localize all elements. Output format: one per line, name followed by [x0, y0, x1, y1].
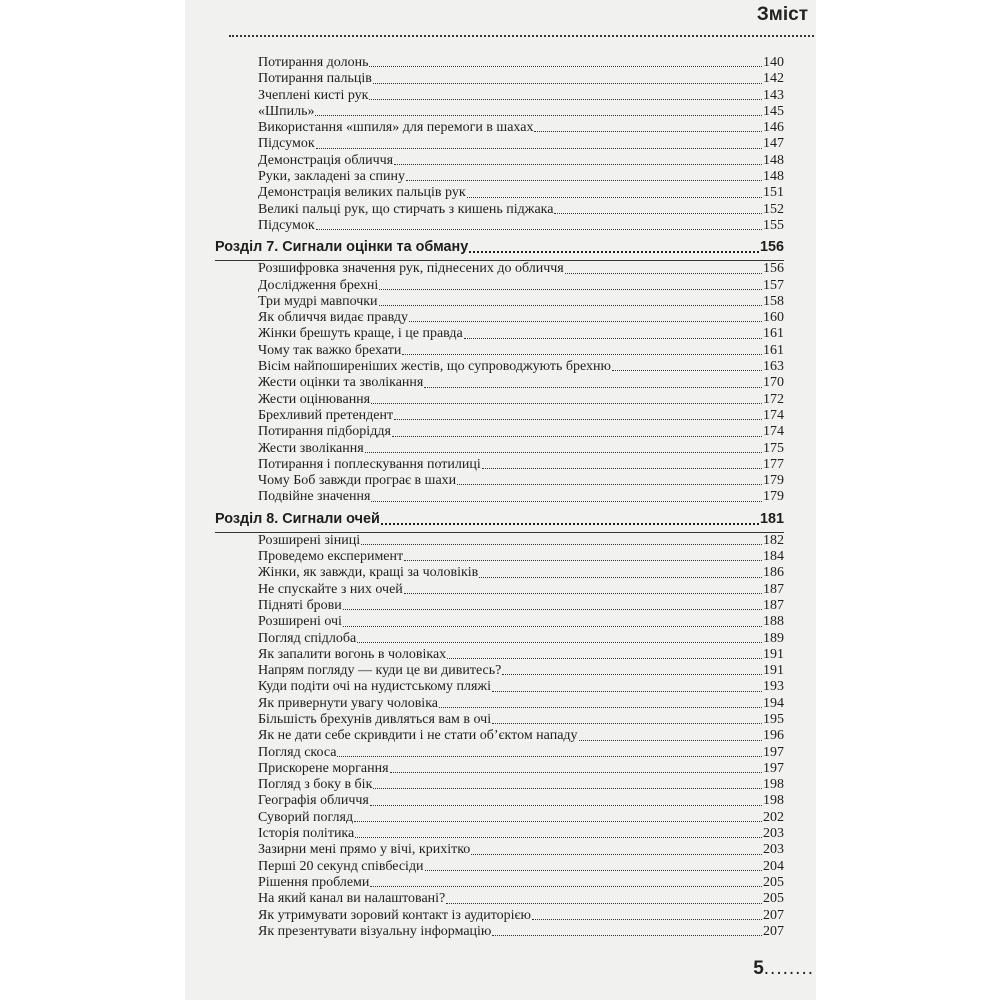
footer-leader: ........	[763, 958, 814, 979]
toc-dot-leader	[371, 403, 762, 404]
toc-dot-leader	[446, 903, 762, 904]
toc-page-number: 170	[763, 375, 784, 391]
toc-entry	[215, 359, 784, 375]
toc-entry-title: Перші 20 секунд співбесіди	[258, 858, 424, 874]
toc-entry-title: Розширені зіниці	[258, 532, 361, 548]
toc-page-number: 181	[759, 510, 784, 527]
toc-page-number: 148	[763, 169, 784, 185]
toc-entry-title: Подвійне значення	[258, 489, 371, 505]
toc-dot-leader	[390, 772, 762, 773]
toc-dot-leader	[379, 289, 762, 290]
toc-entry-title: Демонстрація великих пальців рук	[258, 185, 466, 201]
toc-entry	[215, 104, 784, 120]
toc-entry	[215, 326, 784, 342]
toc-dot-leader	[424, 387, 762, 388]
toc-entry	[215, 202, 784, 218]
toc-dot-leader	[579, 740, 762, 741]
toc-entry	[215, 343, 784, 359]
toc-entry	[215, 924, 784, 940]
toc-page-number: 172	[763, 391, 784, 407]
toc-page-number: 182	[763, 532, 784, 548]
toc-dot-leader	[316, 148, 762, 149]
toc-entry-title: Рішення проблеми	[258, 874, 370, 890]
toc-dot-leader	[469, 251, 759, 253]
toc-page-number: 152	[763, 201, 784, 217]
toc-page-number: 177	[763, 456, 784, 472]
toc-page-number: 156	[759, 239, 784, 256]
toc-entry	[215, 859, 784, 875]
toc-entry	[215, 663, 784, 679]
toc-entry-title: Як запалити вогонь в чоловіках	[258, 646, 447, 662]
toc-dot-leader	[394, 419, 762, 420]
toc-dot-leader	[425, 870, 762, 871]
toc-page-number: 148	[763, 152, 784, 168]
toc-dot-leader	[439, 707, 762, 708]
toc-dot-leader	[404, 593, 762, 594]
toc-page-number: 151	[763, 185, 784, 201]
toc-page-number: 188	[763, 614, 784, 630]
toc-entry-title: Історія політика	[258, 826, 355, 842]
toc-dot-leader	[532, 919, 762, 920]
toc-dot-leader	[370, 805, 762, 806]
toc-dot-leader	[369, 99, 762, 100]
toc-entry	[215, 71, 784, 87]
toc-entry-title: Підняті брови	[258, 597, 342, 613]
toc-entry	[215, 842, 784, 858]
page-number: 5	[753, 958, 764, 979]
toc-entry	[215, 696, 784, 712]
toc-entry-title: Напрям погляду — куди це ви дивитесь?	[258, 663, 502, 679]
toc-page-number: 160	[763, 310, 784, 326]
toc-entry	[215, 728, 784, 744]
toc-entry	[215, 761, 784, 777]
toc-entry-title: Чому так важко брехати	[258, 342, 402, 358]
toc-dot-leader	[369, 66, 762, 67]
toc-dot-leader	[337, 756, 762, 757]
toc-entry	[215, 533, 784, 549]
toc-entry	[215, 631, 784, 647]
toc-dot-leader	[354, 821, 762, 822]
toc-entry-title: Розшифровка значення рук, піднесених до обличчя	[258, 261, 564, 277]
toc-entry	[215, 408, 784, 424]
toc-dot-leader	[492, 935, 762, 936]
toc-dot-leader	[392, 436, 762, 437]
table-of-contents	[215, 55, 784, 940]
toc-page-number: 147	[763, 136, 784, 152]
toc-page-number: 161	[763, 326, 784, 342]
toc-dot-leader	[502, 674, 762, 675]
toc-dot-leader	[471, 854, 762, 855]
toc-entry-title: Чому Боб завжди програє в шахи	[258, 473, 457, 489]
toc-page-number: 174	[763, 424, 784, 440]
toc-dot-leader	[402, 354, 762, 355]
toc-chapter-entry	[215, 235, 784, 261]
toc-entry-title: Погляд з боку в бік	[258, 777, 373, 793]
toc-entry	[215, 891, 784, 907]
toc-entry-title: Підсумок	[258, 217, 315, 233]
toc-entry-title: Жести оцінки та зволікання	[258, 375, 424, 391]
toc-page-number: 196	[763, 728, 784, 744]
toc-dot-leader	[457, 484, 762, 485]
toc-dot-leader	[404, 560, 762, 561]
toc-page-number: 195	[763, 711, 784, 727]
toc-entry	[215, 598, 784, 614]
toc-entry	[215, 55, 784, 71]
toc-page-number: 187	[763, 581, 784, 597]
toc-entry-title: Дослідження брехні	[258, 277, 379, 293]
section-title: Зміст	[756, 4, 808, 25]
toc-entry-title: Підсумок	[258, 136, 315, 152]
toc-entry-title: Більшість брехунів дивляться вам в очі	[258, 711, 492, 727]
toc-entry-title: Потирання підборіддя	[258, 424, 391, 440]
toc-dot-leader	[565, 273, 762, 274]
toc-dot-leader	[315, 115, 762, 116]
toc-page-number: 187	[763, 597, 784, 613]
toc-entry	[215, 310, 784, 326]
toc-entry	[215, 793, 784, 809]
toc-entry-title: Проведемо експеримент	[258, 549, 404, 565]
toc-entry-title: Як не дати себе скривдити і не стати об’єктом нападу	[258, 728, 578, 744]
toc-dot-leader	[361, 544, 762, 545]
toc-page-number: 156	[763, 261, 784, 277]
toc-entry	[215, 120, 784, 136]
toc-entry-title: Потирання долонь	[258, 55, 369, 70]
toc-entry	[215, 875, 784, 891]
toc-entry-title: Жести оцінювання	[258, 391, 371, 407]
toc-entry-title: Розділ 8. Сигнали очей	[215, 510, 380, 527]
toc-entry	[215, 614, 784, 630]
toc-entry-title: Погляд спідлоба	[258, 630, 357, 646]
toc-entry-title: Розділ 7. Сигнали оцінки та обману	[215, 239, 469, 256]
toc-entry-title: Як обличчя видає правду	[258, 310, 408, 326]
toc-entry-title: Три мудрі мавпочки	[258, 293, 378, 309]
toc-page-number: 207	[763, 923, 784, 939]
toc-page-number: 207	[763, 907, 784, 923]
toc-page-number: 205	[763, 891, 784, 907]
toc-entry	[215, 826, 784, 842]
toc-entry	[215, 679, 784, 695]
toc-dot-leader	[409, 321, 762, 322]
page-footer	[753, 958, 814, 980]
toc-entry-title: Зазирни мені прямо у вічі, крихітко	[258, 842, 471, 858]
toc-entry-title: Географія обличчя	[258, 793, 369, 809]
toc-page-number: 197	[763, 744, 784, 760]
toc-entry-title: Як презентувати візуальну інформацію	[258, 923, 492, 939]
toc-dot-leader	[370, 886, 762, 887]
toc-entry	[215, 745, 784, 761]
toc-dot-leader	[373, 83, 762, 84]
toc-dot-leader	[464, 338, 762, 339]
toc-entry-title: Жінки брешуть краще, і це правда	[258, 326, 463, 342]
toc-dot-leader	[381, 523, 759, 525]
toc-entry	[215, 424, 784, 440]
toc-entry	[215, 565, 784, 581]
toc-entry-title: Використання «шпиля» для перемоги в шахах	[258, 120, 534, 136]
toc-entry	[215, 647, 784, 663]
toc-dot-leader	[447, 658, 762, 659]
toc-dot-leader	[482, 468, 762, 469]
toc-page-number: 205	[763, 874, 784, 890]
toc-page-number: 146	[763, 120, 784, 136]
toc-entry-title: Не спускайте з них очей	[258, 581, 403, 597]
toc-page-number: 193	[763, 679, 784, 695]
toc-page-number: 155	[763, 217, 784, 233]
toc-entry-title: Прискорене моргання	[258, 760, 389, 776]
toc-entry-title: Жести зволікання	[258, 440, 364, 456]
toc-page-number: 197	[763, 760, 784, 776]
toc-dot-leader	[394, 164, 762, 165]
toc-entry-title: Брехливий претендент	[258, 407, 394, 423]
toc-page-number: 202	[763, 809, 784, 825]
toc-entry-title: На який канал ви налаштовані?	[258, 891, 446, 907]
toc-entry-title: Як утримувати зоровий контакт із аудиторією	[258, 907, 531, 923]
toc-entry	[215, 549, 784, 565]
toc-dot-leader	[316, 229, 762, 230]
toc-dot-leader	[406, 180, 762, 181]
toc-entry	[215, 457, 784, 473]
toc-entry	[215, 375, 784, 391]
toc-page-number: 143	[763, 87, 784, 103]
toc-entry-title: «Шпиль»	[258, 103, 315, 119]
toc-entry	[215, 777, 784, 793]
toc-entry	[215, 169, 784, 185]
toc-entry	[215, 218, 784, 234]
toc-dot-leader	[467, 197, 762, 198]
toc-entry	[215, 136, 784, 152]
toc-page-number: 179	[763, 473, 784, 489]
toc-dot-leader	[479, 577, 762, 578]
toc-page-number: 142	[763, 71, 784, 87]
toc-dot-leader	[343, 626, 762, 627]
toc-dot-leader	[357, 642, 762, 643]
toc-page-number: 186	[763, 565, 784, 581]
toc-entry	[215, 582, 784, 598]
toc-entry-title: Погляд скоса	[258, 744, 337, 760]
toc-page-number: 203	[763, 842, 784, 858]
toc-dot-leader	[343, 609, 762, 610]
toc-entry	[215, 392, 784, 408]
toc-entry-title: Руки, закладені за спину	[258, 169, 405, 185]
toc-entry	[215, 185, 784, 201]
toc-entry-title: Вісім найпоширеніших жестів, що супроводжують брехню	[258, 359, 611, 375]
toc-entry-title: Суворий погляд	[258, 809, 354, 825]
toc-page-number: 191	[763, 663, 784, 679]
toc-entry	[215, 278, 784, 294]
toc-page-number: 174	[763, 407, 784, 423]
toc-entry	[215, 810, 784, 826]
toc-entry-title: Розширені очі	[258, 614, 342, 630]
toc-page-number: 184	[763, 549, 784, 565]
toc-page-number: 194	[763, 695, 784, 711]
toc-dot-leader	[612, 370, 762, 371]
toc-dot-leader	[534, 131, 762, 132]
toc-page-number: 161	[763, 342, 784, 358]
toc-dot-leader	[379, 305, 762, 306]
toc-page-number: 204	[763, 858, 784, 874]
toc-dot-leader	[365, 452, 762, 453]
toc-entry	[215, 908, 784, 924]
toc-dot-leader	[492, 691, 762, 692]
toc-entry	[215, 441, 784, 457]
toc-page-number: 157	[763, 277, 784, 293]
toc-entry-title: Потирання пальців	[258, 71, 372, 87]
toc-entry	[215, 88, 784, 104]
toc-page-number: 140	[763, 55, 784, 70]
toc-entry	[215, 489, 784, 505]
toc-entry	[215, 712, 784, 728]
toc-entry-title: Як привернути увагу чоловіка	[258, 695, 438, 711]
toc-page-number: 179	[763, 489, 784, 505]
toc-dot-leader	[492, 723, 762, 724]
toc-page-number: 175	[763, 440, 784, 456]
toc-entry-title: Великі пальці рук, що стирчать з кишень піджака	[258, 201, 554, 217]
toc-page-number: 158	[763, 293, 784, 309]
toc-chapter-entry	[215, 507, 784, 533]
toc-page-number: 198	[763, 793, 784, 809]
toc-entry-title: Жінки, як завжди, кращі за чоловіків	[258, 565, 479, 581]
toc-page-number: 145	[763, 103, 784, 119]
toc-page-number: 191	[763, 646, 784, 662]
toc-entry	[215, 473, 784, 489]
book-page	[185, 0, 816, 1000]
toc-entry-title: Куди подіти очі на нудистському пляжі	[258, 679, 491, 695]
toc-dot-leader	[373, 788, 762, 789]
toc-page-number: 203	[763, 826, 784, 842]
toc-entry-title: Зчеплені кисті рук	[258, 87, 369, 103]
toc-entry	[215, 261, 784, 277]
header-dotted-rule	[229, 35, 814, 37]
toc-page-number: 198	[763, 777, 784, 793]
toc-dot-leader	[371, 501, 762, 502]
toc-page-number: 189	[763, 630, 784, 646]
toc-dot-leader	[554, 213, 762, 214]
toc-entry-title: Потирання і поплескування потилиці	[258, 456, 481, 472]
toc-entry-title: Демонстрація обличчя	[258, 152, 394, 168]
toc-page-number: 163	[763, 359, 784, 375]
toc-entry	[215, 153, 784, 169]
toc-dot-leader	[355, 837, 762, 838]
toc-entry	[215, 294, 784, 310]
